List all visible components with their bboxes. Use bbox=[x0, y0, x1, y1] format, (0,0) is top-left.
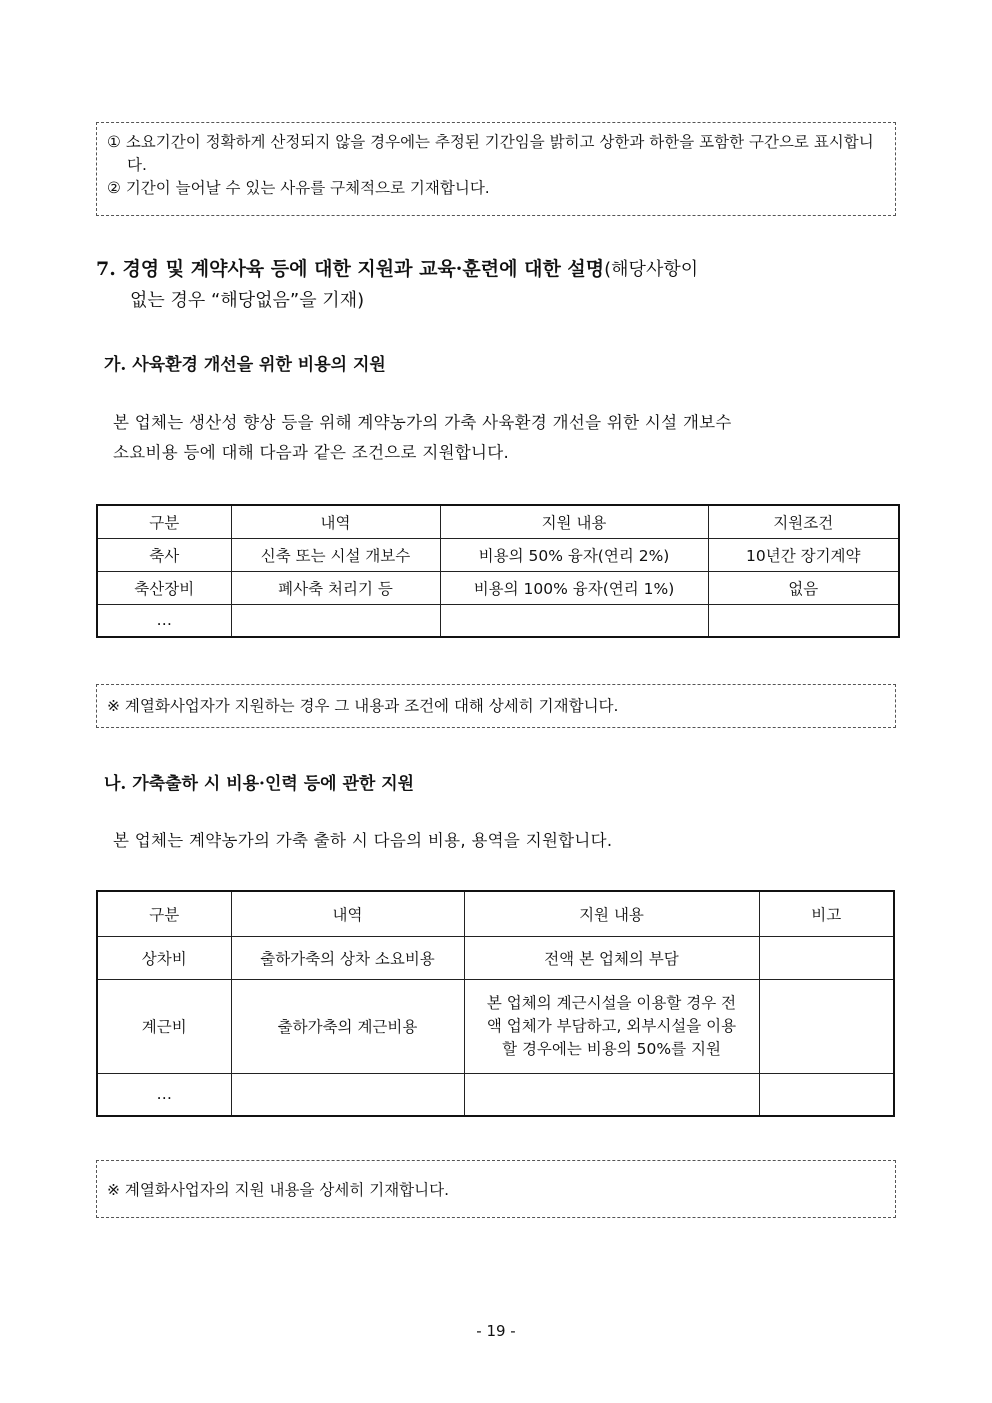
subsection-a-paragraph bbox=[113, 408, 897, 468]
note-item-1: ① 소요기간이 정확하게 산정되지 않을 경우에는 추정된 기간임을 밝히고 상한과 하한을 포함한 구간으로 표시합니다. bbox=[107, 133, 874, 174]
table-row bbox=[97, 936, 894, 979]
table-header-cell: 구분 bbox=[97, 505, 231, 538]
table-cell: 10년간 장기계약 bbox=[708, 538, 899, 571]
table-header-cell: 지원 내용 bbox=[440, 505, 708, 538]
table-row bbox=[97, 604, 899, 637]
subsection-b-paragraph: 본 업체는 계약농가의 가축 출하 시 다음의 비용, 용역을 지원합니다. bbox=[113, 831, 613, 850]
table-header-cell: 지원 내용 bbox=[464, 891, 759, 936]
table-cell bbox=[759, 979, 894, 1073]
table-header-cell: 내역 bbox=[231, 891, 464, 936]
facility-support-table bbox=[96, 504, 900, 638]
table-cell: 없음 bbox=[708, 571, 899, 604]
subsection-a-note-box bbox=[96, 684, 896, 728]
subsection-b-note: ※ 계열화사업자의 지원 내용을 상세히 기재합니다. bbox=[107, 1181, 450, 1199]
table-cell bbox=[708, 604, 899, 637]
subsection-a-para-line-1: 본 업체는 생산성 향상 등을 위해 계약농가의 가축 사육환경 개선을 위한 시설 개보수 bbox=[113, 413, 732, 432]
table-header-row bbox=[97, 891, 894, 936]
subsection-a-para-line-2: 소요비용 등에 대해 다음과 같은 조건으로 지원합니다. bbox=[113, 443, 510, 462]
note-item-2: ② 기간이 늘어날 수 있는 사유를 구체적으로 기재합니다. bbox=[107, 179, 490, 197]
table-cell bbox=[464, 1073, 759, 1116]
table-cell: 폐사축 처리기 등 bbox=[231, 571, 440, 604]
section-7-title-note-2: 없는 경우 “해당없음”을 기재) bbox=[130, 290, 365, 311]
section-7-title-note-1: (해당사항이 bbox=[604, 259, 699, 280]
subsection-b-note-box bbox=[96, 1160, 896, 1218]
table-row bbox=[97, 571, 899, 604]
table-cell bbox=[759, 1073, 894, 1116]
table-header-row bbox=[97, 505, 899, 538]
table-cell bbox=[440, 604, 708, 637]
table-cell: 출하가축의 계근비용 bbox=[231, 979, 464, 1073]
table-cell: 신축 또는 시설 개보수 bbox=[231, 538, 440, 571]
table-cell: 계근비 bbox=[97, 979, 231, 1073]
shipping-support-table bbox=[96, 890, 895, 1117]
section-7-title: 7. 경영 및 계약사육 등에 대한 지원과 교육·훈련에 대한 설명 bbox=[96, 258, 605, 280]
section-7-heading bbox=[96, 254, 896, 316]
subsection-b-heading: 나. 가축출하 시 비용·인력 등에 관한 지원 bbox=[104, 774, 415, 794]
table-cell bbox=[231, 1073, 464, 1116]
table-cell bbox=[231, 604, 440, 637]
page-number: - 19 - bbox=[476, 1322, 516, 1340]
table-row bbox=[97, 538, 899, 571]
table-cell: 비용의 50% 융자(연리 2%) bbox=[440, 538, 708, 571]
table-cell: 축사 bbox=[97, 538, 231, 571]
subsection-a-note: ※ 계열화사업자가 지원하는 경우 그 내용과 조건에 대해 상세히 기재합니다. bbox=[107, 697, 619, 715]
table-cell: 전액 본 업체의 부담 bbox=[464, 936, 759, 979]
table-header-cell: 비고 bbox=[759, 891, 894, 936]
table-cell: 상차비 bbox=[97, 936, 231, 979]
table-cell: 축산장비 bbox=[97, 571, 231, 604]
table-cell: 출하가축의 상차 소요비용 bbox=[231, 936, 464, 979]
table-row bbox=[97, 1073, 894, 1116]
duration-note-box bbox=[96, 122, 896, 216]
subsection-a-heading: 가. 사육환경 개선을 위한 비용의 지원 bbox=[104, 355, 386, 375]
table-header-cell: 내역 bbox=[231, 505, 440, 538]
table-cell: 비용의 100% 융자(연리 1%) bbox=[440, 571, 708, 604]
table-header-cell: 구분 bbox=[97, 891, 231, 936]
table-cell: 본 업체의 계근시설을 이용할 경우 전액 업체가 부담하고, 외부시설을 이용할 경우에는 비용의 50%를 지원 bbox=[464, 979, 759, 1073]
table-cell: … bbox=[97, 1073, 231, 1116]
table-row bbox=[97, 979, 894, 1073]
table-header-cell: 지원조건 bbox=[708, 505, 899, 538]
table-cell: … bbox=[97, 604, 231, 637]
table-cell bbox=[759, 936, 894, 979]
